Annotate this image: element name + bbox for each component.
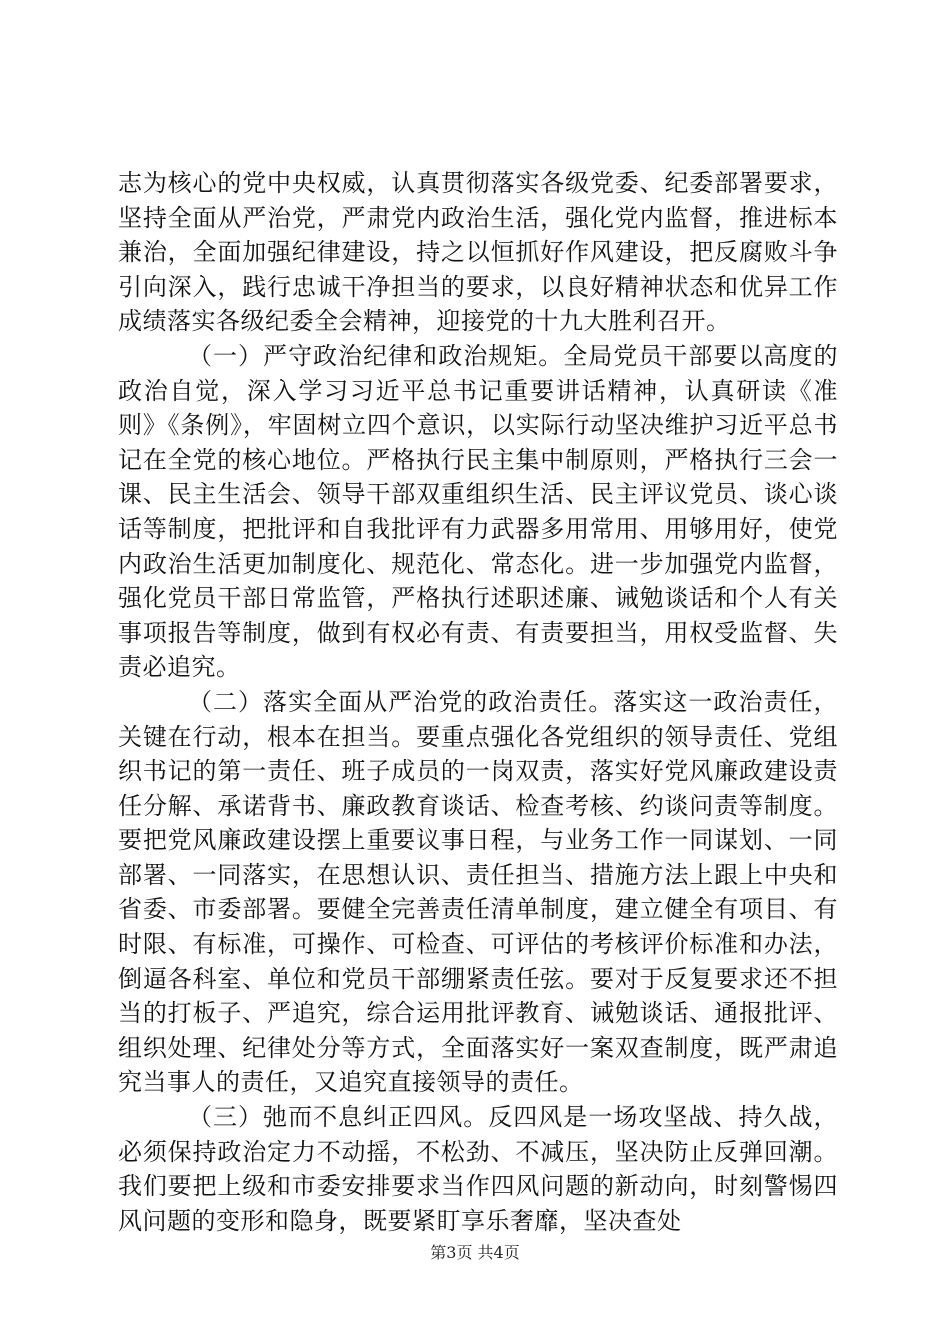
paragraph-section-2-political-responsibility: （二）落实全面从严治党的政治责任。落实这一政治责任，关键在行动，根本在担当。要重点强化各党组织的领导责任、党组织书记的第一责任、班子成员的一岗双责，落实好党风廉政建设责任分解、承诺背书、廉政教育谈话、检查考核、约谈问责等制度。要把党风廉政建设摆上重要议事日程，与业务工作一同谋划、一同部署、一同落实，在思想认识、责任担当、措施方法上跟上中央和省委、市委部署。要健全完善责任清单制度，建立健全有项目、有时限、有标准，可操作、可检查、可评估的考核评价标准和办法，倒逼各科室、单位和党员干部绷紧责任弦。要对于反复要求还不担当的打板子、严追究，综合运用批评教育、诫勉谈话、通报批评、组织处理、纪律处分等方式，全面落实好一案双查制度，既严肃追究当事人的责任，又追究直接领导的责任。 (118, 687, 838, 1097)
paragraph-section-3-four-winds: （三）弛而不息纠正四风。反四风是一场攻坚战、持久战，必须保持政治定力不动摇，不松劲、不减压，坚决防止反弹回潮。我们要把上级和市委安排要求当作四风问题的新动向，时刻警惕四风问题的变形和隐身，既要紧盯享乐奢靡，坚决查处 (118, 1103, 838, 1235)
document-body (118, 166, 838, 1238)
paragraph-section-1-political-discipline: （一）严守政治纪律和政治规矩。全局党员干部要以高度的政治自觉，深入学习习近平总书记重要讲话精神，认真研读《准则》《条例》，牢固树立四个意识，以实际行动坚决维护习近平总书记在全党的核心地位。严格执行民主集中制原则，严格执行三会一课、民主生活会、领导干部双重组织生活、民主评议党员、谈心谈话等制度，把批评和自我批评有力武器多用常用、用够用好，使党内政治生活更加制度化、规范化、常态化。进一步加强党内监督，强化党员干部日常监管，严格执行述职述廉、诫勉谈话和个人有关事项报告等制度，做到有权必有责、有责要担当，用权受监督、失责必追究。 (118, 341, 838, 682)
page-footer: 第3页 共4页 (430, 1243, 520, 1262)
paragraph-intro-continuation: 志为核心的党中央权威，认真贯彻落实各级党委、纪委部署要求，坚持全面从严治党，严肃党内政治生活，强化党内监督，推进标本兼治，全面加强纪律建设，持之以恒抓好作风建设，把反腐败斗争引向深入，践行忠诚干净担当的要求，以良好精神状态和优异工作成绩落实各级纪委全会精神，迎接党的十九大胜利召开。 (118, 169, 838, 336)
